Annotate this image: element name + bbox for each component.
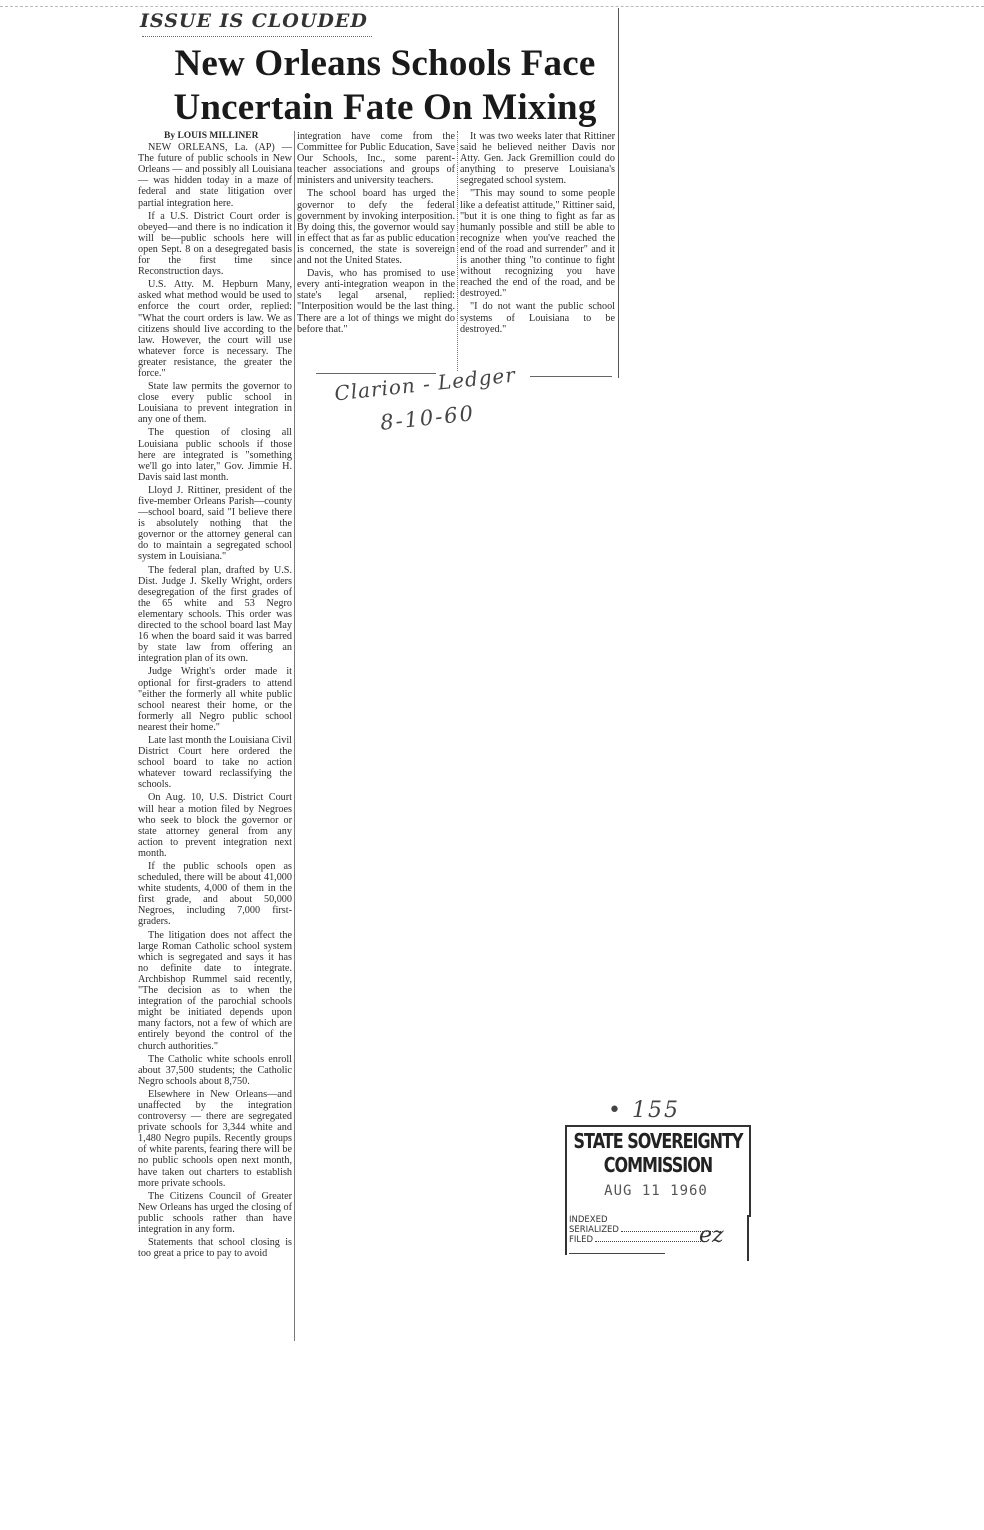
handwritten-source: Clarion - Ledger [333,362,517,406]
stamp-bottom-rule [569,1253,665,1254]
paragraph: "I do not want the public school systems of Louisiana to be destroyed." [460,301,615,335]
stamp-field-label: FILED [569,1235,594,1245]
file-number: • 155 [608,1098,680,1123]
page-edge-line [0,6,984,7]
paragraph: If a U.S. District Court order is obeyed—and there is no indication it will be—public schools here will open Sept. 8 on a desegregated basis for the first time since Reconstruction days. [138,210,292,278]
paragraph: integration have come from the Committee for Public Education, Save Our Schools, Inc., some parent-teacher associations and groups of ministers and university teachers. [297,131,455,187]
column-end-rule [530,376,612,377]
stamp-border-left [565,1215,567,1255]
stamp-dots [595,1241,705,1242]
paragraph: The school board has urged the governor to defy the federal government by invoking interposition. By doing this, the governor would say in effect that as far as public education is concerned, the state is sovereign and not the United States. [297,188,455,267]
kicker-rule [142,36,372,37]
paragraph: If the public schools open as scheduled, there will be about 41,000 white students, 4,000 of them in the first grade, and about 50,000 Negroes, including 7,000 first-graders. [138,861,292,928]
paragraph: State law permits the governor to close every public school in Louisiana to prevent integration in any one of them. [138,381,292,426]
paragraph: NEW ORLEANS, La. (AP) — The future of public schools in New Orleans — and possibly all Louisiana — was hidden today in a maze of federal and state litigation over partial integration here. [138,142,292,209]
stamp-date: AUG 11 1960 [604,1183,708,1199]
handwritten-date: 8-10-60 [379,401,476,435]
article-column-2 [297,131,455,337]
paragraph: The question of closing all Louisiana public schools if those here are integrated is "something we'll go into later," Gov. Jimmie H. Davis said last month. [138,427,292,483]
stamp-field-label: INDEXED [569,1215,608,1225]
paragraph: Lloyd J. Rittiner, president of the five-member Orleans Parish—county—school board, said "I believe there is absolutely nothing that the governor or the attorney general can do to maintain a segregated school system in Louisiana." [138,484,292,563]
paragraph: The Citizens Council of Greater New Orleans has urged the closing of public schools rather than have integration in any form. [138,1190,292,1235]
byline: By LOUIS MILLINER [164,131,259,141]
paragraph: The federal plan, drafted by U.S. Dist. Judge J. Skelly Wright, orders desegregation of the first grades of the 65 white and 53 Negro elementary schools. This order was directed to the school board last May 16 when the board said it was barred by state law from offering an integration plan of its own. [138,564,292,665]
paragraph: The Catholic white schools enroll about 37,500 students; the Catholic Negro schools about 8,750. [138,1053,292,1087]
column-separator-2 [457,131,458,371]
paragraph: Davis, who has promised to use every anti-integration weapon in the state's legal arsenal, replied: "Interposition would be the last thing. There are a lot of things we might do before that." [297,268,455,335]
paragraph: On Aug. 10, U.S. District Court will hear a motion filed by Negroes who seek to block the governor or state attorney general from any action to prevent integration next month. [138,792,292,859]
article-column-3 [460,131,615,337]
article-column-1 [138,131,292,1261]
stamp-initials: ez [699,1223,724,1248]
paragraph: It was two weeks later that Rittiner said he believed neither Davis nor Atty. Gen. Jack Gremillion could do anything to preserve Louisiana's segregated school system. [460,131,615,187]
paragraph: Judge Wright's order made it optional for first-graders to attend "either the formerly all white public school nearest their home, or the formerly all Negro public school nearest their home." [138,666,292,733]
paragraph: Elsewhere in New Orleans—and unaffected by the integration controversy — there are segregated private schools for 3,344 white and 1,480 Negro pupils. Recently groups of white parents, fearing there will be no public schools open next month, have taken out charters to establish more private schools. [138,1088,292,1189]
paragraph: U.S. Atty. M. Hepburn Many, asked what method would be used to enforce the court order, replied: "What the court orders is law. We as citizens should live according to the law. However, the court will use whatever force is necessary. The greater resistance, the greater the force." [138,279,292,379]
kicker-headline: ISSUE IS CLOUDED [140,10,368,32]
paragraph: "This may sound to some people like a defeatist attitude," Rittiner said, "but it is one thing to fight as far as humanly possible and still be able to recognize when you've reached the end of the road and surrender" and it is another thing "to continue to fight without recognizing you have reached the end of the road, and be destroyed." [460,188,615,300]
stamp-title: STATE SOVEREIGNTY COMMISSION [573,1129,743,1177]
commission-stamp [565,1125,749,1263]
paragraph: Late last month the Louisiana Civil District Court here ordered the school board to take no action whatever toward reclassifying the schools. [138,734,293,791]
stamp-border-right [747,1215,749,1261]
stamp-field-label: SERIALIZED [569,1225,619,1235]
column-separator-1 [294,131,295,1341]
paragraph: Statements that school closing is too great a price to pay to avoid [138,1237,292,1260]
main-headline: New Orleans Schools Face Uncertain Fate On Mixing [173,43,597,128]
paragraph: The litigation does not affect the large Roman Catholic school system which is segregated and says it has no definite date to integrate. Archbishop Rummel said recently, "The decision as to when the integration of the parochial schools might be initiated depends upon many factors, not a few of which are entirely beyond the control of the church authorities." [138,929,292,1052]
